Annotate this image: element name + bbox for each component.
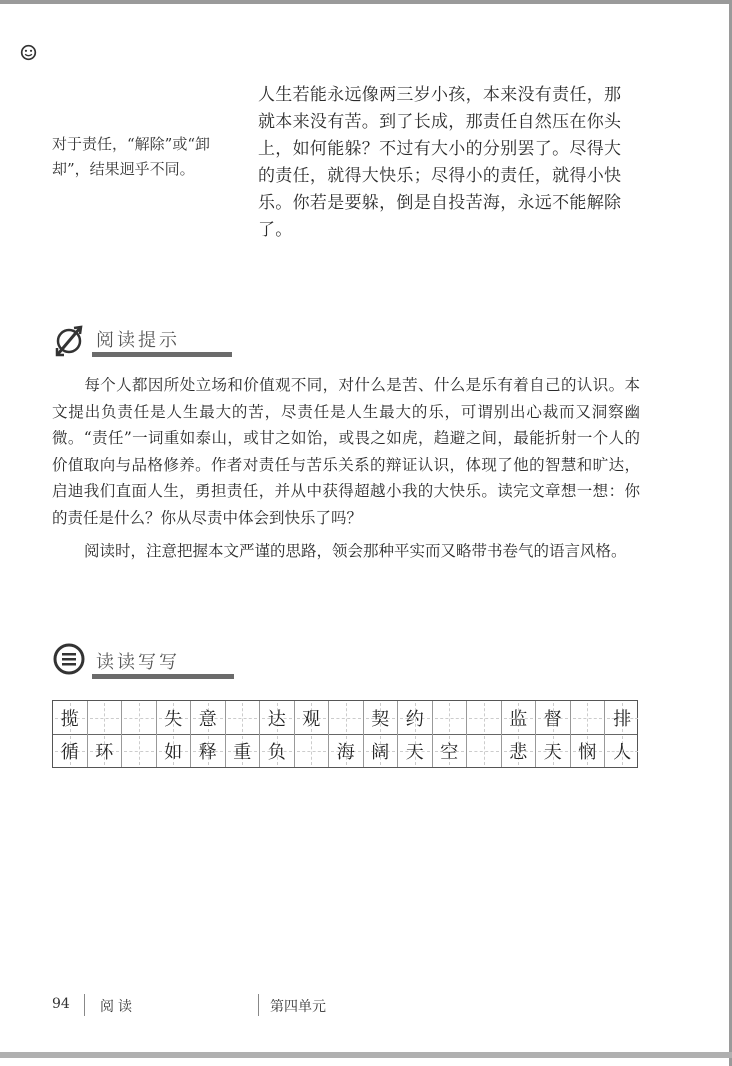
smiley-icon <box>20 44 37 61</box>
page-frame-top <box>0 0 732 4</box>
read-write-title: 读读写写 <box>96 652 180 673</box>
vocab-char: 人 <box>613 741 632 763</box>
vocab-cell <box>122 734 157 767</box>
vocab-cell <box>364 734 399 767</box>
page-frame-bottom <box>0 1052 732 1058</box>
vocab-cell <box>191 701 226 734</box>
vocab-char: 天 <box>543 741 562 763</box>
vocab-cell <box>433 734 468 767</box>
vocab-cell <box>571 734 606 767</box>
vocab-char: 悯 <box>578 741 597 763</box>
vocab-char: 失 <box>164 708 183 730</box>
vocab-char: 督 <box>543 708 562 730</box>
vocab-char: 如 <box>164 741 183 763</box>
vocab-cell <box>295 701 330 734</box>
vocab-cell <box>88 734 123 767</box>
main-paragraph: 人生若能永远像两三岁小孩，本来没有责任，那就本来没有苦。到了长成，那责任自然压在你头上，如何能躲？不过有大小的分别罢了。尽得大的责任，就得大快乐；尽得小的责任，就得小快乐。你若是要躲，倒是自投苦海，永远不能解除了。 <box>258 85 622 240</box>
vocab-char: 观 <box>302 708 321 730</box>
vocab-cell <box>122 701 157 734</box>
vocab-char: 排 <box>613 708 632 730</box>
vocab-cell <box>226 701 261 734</box>
vocab-cell <box>157 701 192 734</box>
vocab-cell <box>191 734 226 767</box>
reading-tips-title: 阅读提示 <box>96 330 180 351</box>
vocab-cell <box>467 701 502 734</box>
vocab-char: 达 <box>267 708 286 730</box>
vocabulary-grid <box>52 700 638 768</box>
vocab-cell <box>364 701 399 734</box>
vocab-char: 环 <box>95 741 114 763</box>
vocab-char: 监 <box>509 708 528 730</box>
footer-unit: 第四单元 <box>270 999 326 1015</box>
vocab-char: 循 <box>60 741 79 763</box>
vocab-char: 重 <box>233 741 252 763</box>
footer-divider <box>84 994 85 1016</box>
vocab-char: 负 <box>267 741 286 763</box>
page-number: 94 <box>52 996 70 1012</box>
vocab-cell <box>433 701 468 734</box>
vocab-cell <box>467 734 502 767</box>
vocab-cell <box>260 734 295 767</box>
vocab-cell <box>398 734 433 767</box>
vocab-cell <box>605 734 640 767</box>
reading-tips-paragraph-1 <box>52 372 640 531</box>
vocab-cell <box>226 734 261 767</box>
reading-tips-paragraph-1-text: 每个人都因所处立场和价值观不同，对什么是苦、什么是乐有着自己的认识。本文提出负责任是人生最大的苦，尽责任是人生最大的乐，可谓别出心裁而又洞察幽微。“责任”一词重如泰山，或甘之如饴，或畏之如虎，趋避之间，最能折射一个人的价值取向与品格修养。作者对责任与苦乐关系的辩证认识，体现了他的智慧和旷达，启迪我们直面人生，勇担责任，并从中获得超越小我的大快乐。读完文章想一想：你的责任是什么？你从尽责中体会到快乐了吗？ <box>52 376 640 527</box>
read-write-underline <box>92 674 234 679</box>
vocab-cell <box>53 701 88 734</box>
vocab-cell <box>260 701 295 734</box>
read-write-header <box>52 642 252 682</box>
vocab-char: 约 <box>405 708 424 730</box>
vocab-cell <box>53 734 88 767</box>
vocab-char: 阔 <box>371 741 390 763</box>
vocabulary-row-1 <box>53 701 637 735</box>
vocab-char: 海 <box>336 741 355 763</box>
footer-section: 阅读 <box>100 999 136 1015</box>
vocab-char: 天 <box>405 741 424 763</box>
vocab-cell <box>329 701 364 734</box>
vocabulary-row-2 <box>53 734 637 767</box>
vocab-cell <box>329 734 364 767</box>
vocab-char: 揽 <box>60 708 79 730</box>
vocab-char: 释 <box>198 741 217 763</box>
vocab-cell <box>502 734 537 767</box>
vocab-cell <box>571 701 606 734</box>
vocab-cell <box>157 734 192 767</box>
vocab-cell <box>536 734 571 767</box>
vocab-cell <box>295 734 330 767</box>
reading-tips-paragraph-2-text: 阅读时，注意把握本文严谨的思路，领会那种平实而又略带书卷气的语言风格。 <box>84 542 627 560</box>
margin-note: 对于责任，“解除”或“卸却”，结果迥乎不同。 <box>52 135 211 178</box>
read-write-icon <box>52 642 86 676</box>
reading-tips-underline <box>92 352 232 357</box>
vocab-char: 意 <box>198 708 217 730</box>
reading-tips-paragraph-2 <box>52 538 640 565</box>
footer-divider <box>258 994 259 1016</box>
vocab-cell <box>88 701 123 734</box>
vocab-cell <box>605 701 640 734</box>
vocab-char: 悲 <box>509 741 528 763</box>
vocab-cell <box>398 701 433 734</box>
vocab-char: 契 <box>371 708 390 730</box>
vocab-char: 空 <box>440 741 459 763</box>
reading-tips-icon <box>52 324 86 358</box>
reading-tips-header <box>52 322 252 362</box>
vocab-cell <box>502 701 537 734</box>
vocab-cell <box>536 701 571 734</box>
